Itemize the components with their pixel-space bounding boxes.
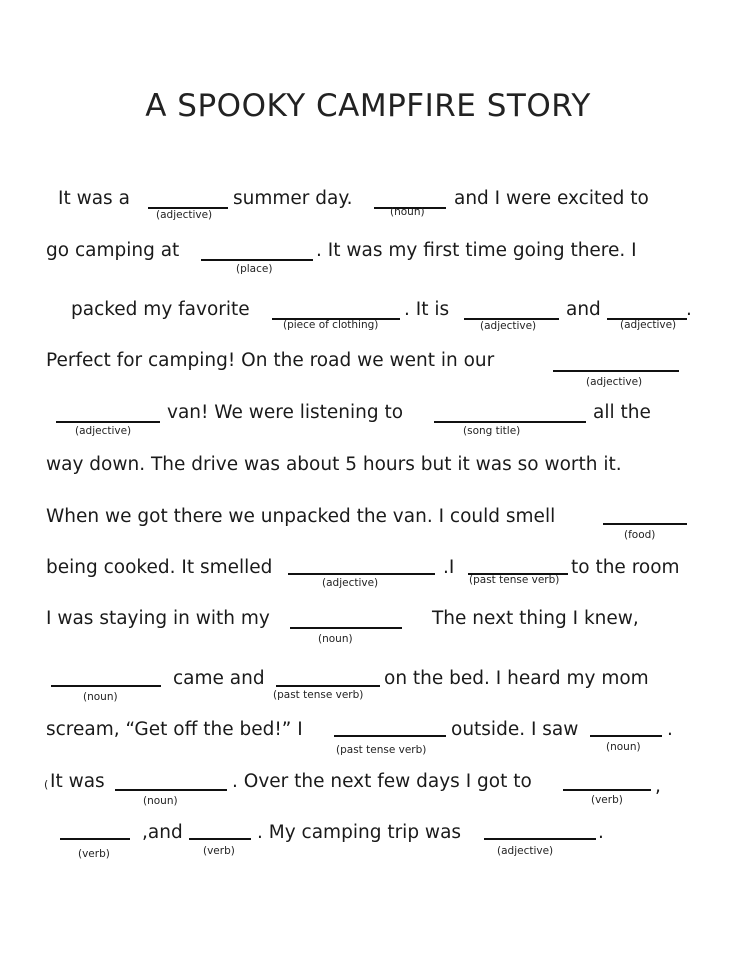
story-text: .	[598, 822, 604, 843]
story-text: It was	[50, 771, 105, 792]
story-text: on the bed. I heard my mom	[384, 668, 649, 689]
story-text: . My camping trip was	[257, 822, 462, 843]
blank-label: (verb)	[78, 848, 110, 860]
story-text: way down. The drive was about 5 hours but it was so worth it.	[46, 454, 622, 475]
blank-noun[interactable]	[51, 685, 161, 687]
blank-adjective[interactable]	[553, 370, 679, 372]
blank-noun[interactable]	[115, 789, 227, 791]
blank-label: (noun)	[143, 795, 178, 807]
story-text: .	[667, 719, 673, 740]
worksheet-title: A SPOOKY CAMPFIRE STORY	[145, 88, 591, 124]
blank-adjective[interactable]	[56, 421, 160, 423]
story-text: go camping at	[46, 240, 180, 261]
story-text: Perfect for camping! On the road we went in our	[46, 350, 495, 371]
story-text: . It is	[404, 299, 450, 320]
story-text: summer day.	[233, 188, 353, 209]
blank-label: (verb)	[203, 845, 235, 857]
story-text: .I	[443, 557, 455, 578]
blank-label: (adjective)	[156, 209, 213, 221]
blank-label: (noun)	[318, 633, 353, 645]
story-text: ,and	[142, 822, 183, 843]
blank-label: (adjective)	[497, 845, 554, 857]
blank-label: (piece of clothing)	[283, 319, 379, 331]
blank-label: (past tense verb)	[469, 574, 560, 586]
blank-label: (food)	[624, 529, 656, 541]
stray-mark: (	[44, 778, 49, 791]
blank-song-title[interactable]	[434, 421, 586, 423]
story-text: and	[566, 299, 601, 320]
story-text: outside. I saw	[451, 719, 579, 740]
story-text: scream, “Get off the bed!” I	[46, 719, 303, 740]
story-text: .	[686, 299, 692, 320]
blank-label: (adjective)	[75, 425, 132, 437]
blank-label: (verb)	[591, 794, 623, 806]
story-text: It was a	[58, 188, 130, 209]
story-text: The next thing I knew,	[432, 608, 639, 629]
story-text: van! We were listening to	[167, 402, 404, 423]
story-text: all the	[593, 402, 651, 423]
story-text: packed my favorite	[71, 299, 250, 320]
blank-label: (adjective)	[586, 376, 643, 388]
blank-food[interactable]	[603, 523, 687, 525]
blank-label: (adjective)	[322, 577, 379, 589]
story-text: to the room	[571, 557, 680, 578]
blank-label: (adjective)	[480, 320, 537, 332]
blank-label: (noun)	[83, 691, 118, 703]
story-text: ,	[655, 776, 661, 797]
story-text: . It was my first time going there. I	[316, 240, 637, 261]
story-text: When we got there we unpacked the van. I could smell	[46, 506, 556, 527]
blank-verb[interactable]	[189, 838, 251, 840]
story-text: I was staying in with my	[46, 608, 270, 629]
blank-label: (noun)	[606, 741, 641, 753]
blank-label: (noun)	[390, 206, 425, 218]
story-text: and I were excited to	[454, 188, 649, 209]
blank-label: (place)	[236, 263, 273, 275]
story-text: . Over the next few days I got to	[232, 771, 532, 792]
blank-verb[interactable]	[563, 789, 651, 791]
blank-place[interactable]	[201, 259, 313, 261]
story-text: being cooked. It smelled	[46, 557, 273, 578]
blank-past-tense-verb[interactable]	[334, 735, 446, 737]
blank-adjective[interactable]	[484, 838, 596, 840]
blank-noun[interactable]	[290, 627, 402, 629]
blank-verb[interactable]	[60, 838, 130, 840]
blank-label: (past tense verb)	[336, 744, 427, 756]
blank-label: (song title)	[463, 425, 521, 437]
blank-adjective[interactable]	[288, 573, 435, 575]
blank-past-tense-verb[interactable]	[276, 685, 380, 687]
blank-noun[interactable]	[590, 735, 662, 737]
blank-label: (adjective)	[620, 319, 677, 331]
blank-label: (past tense verb)	[273, 689, 364, 701]
story-text: came and	[173, 668, 265, 689]
